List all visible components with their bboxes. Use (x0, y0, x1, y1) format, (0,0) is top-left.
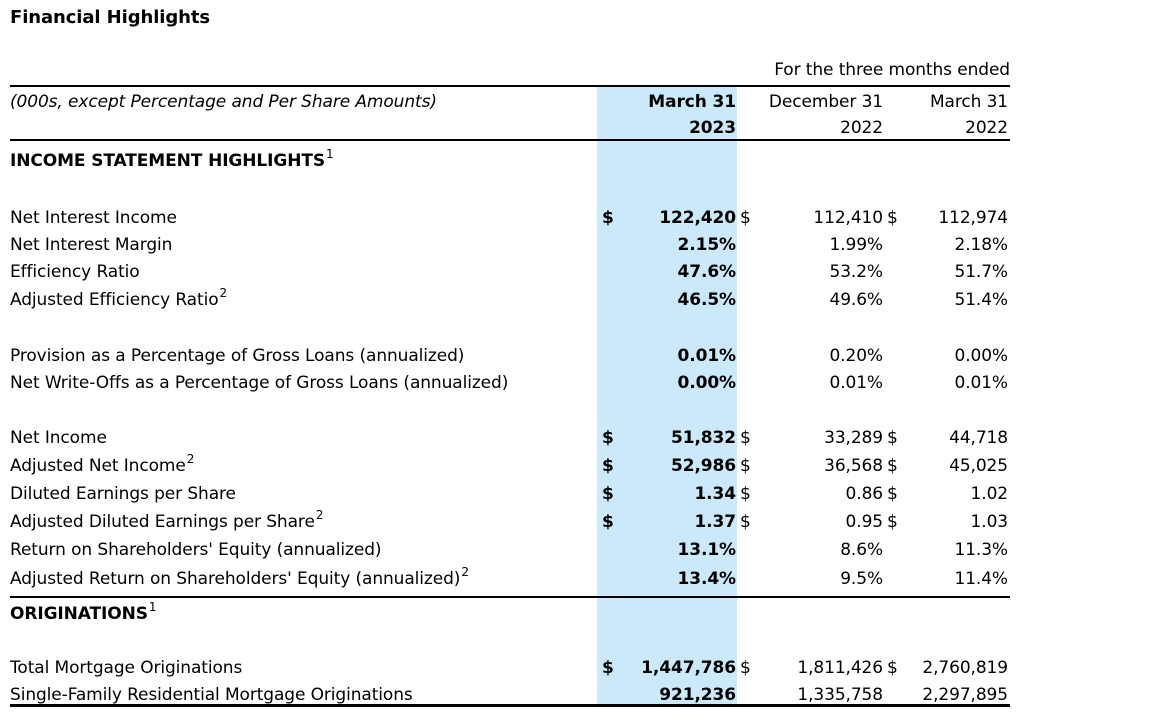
unit-note: (000s, except Percentage and Per Share Amounts) (10, 92, 437, 112)
cell-value: 53.2% (829, 261, 883, 282)
row-label: Net Income (10, 427, 107, 448)
cell-value: 33,289 (824, 427, 883, 448)
currency-symbol: $ (740, 207, 751, 228)
cell-value: 0.01% (677, 345, 736, 366)
column-header-month-prior-quarter: December 31 (768, 92, 883, 112)
table-header-row-years (10, 115, 1010, 140)
currency-symbol: $ (602, 427, 614, 448)
table-row-total-mortgage-originations (10, 654, 1010, 681)
section-header-income-statement: INCOME STATEMENT HIGHLIGHTS $^1$ (10, 147, 334, 171)
table-row-adjusted-return-on-equity (10, 565, 1010, 592)
footnote-superscript: 1 (325, 147, 334, 161)
row-label: Provision as a Percentage of Gross Loans (annualized) (10, 345, 465, 366)
cell-value: 51,832 (670, 427, 736, 448)
cell-value: 8.6% (840, 539, 883, 560)
row-label: Efficiency Ratio (10, 261, 140, 282)
cell-value: 36,568 (824, 455, 883, 476)
currency-symbol: $ (602, 455, 614, 476)
cell-value: 47.6% (677, 261, 736, 282)
row-label: Adjusted Net Income $^2$ (10, 452, 195, 476)
cell-value: 1,447,786 (641, 657, 736, 678)
table-row-adjusted-net-income (10, 452, 1010, 479)
cell-value: 46.5% (677, 289, 736, 310)
table-rule-bottom (10, 704, 1010, 707)
table-row-adjusted-diluted-eps (10, 508, 1010, 535)
currency-symbol: $ (887, 427, 898, 448)
cell-value: 1.02 (970, 483, 1008, 504)
period-header: For the three months ended (774, 60, 1010, 80)
currency-symbol: $ (887, 657, 898, 678)
table-header-row-months (10, 89, 1010, 115)
cell-value: 2,760,819 (922, 657, 1008, 678)
table-row-net-interest-margin (10, 231, 1010, 258)
table-row-efficiency-ratio (10, 258, 1010, 285)
row-label: Return on Shareholders' Equity (annualized) (10, 539, 382, 560)
table-row-provision-pct-gross-loans (10, 342, 1010, 369)
currency-symbol: $ (602, 207, 614, 228)
row-label: Net Write-Offs as a Percentage of Gross Loans (annualized) (10, 372, 509, 393)
currency-symbol: $ (740, 657, 751, 678)
cell-value: 52,986 (670, 455, 736, 476)
cell-value: 51.4% (954, 289, 1008, 310)
row-label: Adjusted Return on Shareholders' Equity (annualized) $^2$ (10, 565, 469, 589)
cell-value: 11.4% (954, 568, 1008, 589)
cell-value: 2,297,895 (922, 684, 1008, 705)
cell-value: 122,420 (659, 207, 736, 228)
row-label: Adjusted Diluted Earnings per Share $^2$ (10, 508, 324, 532)
table-row-return-on-equity (10, 536, 1010, 563)
currency-symbol: $ (740, 511, 751, 532)
currency-symbol: $ (602, 511, 614, 532)
footnote-superscript: 2 (219, 286, 228, 300)
table-rule-section-divider (10, 596, 1010, 598)
currency-symbol: $ (740, 483, 751, 504)
cell-value: 0.01% (954, 372, 1008, 393)
currency-symbol: $ (887, 455, 898, 476)
currency-symbol: $ (887, 483, 898, 504)
cell-value: 1,335,758 (797, 684, 883, 705)
cell-value: 13.1% (677, 539, 736, 560)
footnote-superscript: 2 (315, 508, 324, 522)
row-label: Net Interest Income (10, 207, 177, 228)
currency-symbol: $ (887, 207, 898, 228)
table-rule-header-bottom (10, 139, 1010, 141)
table-row-net-write-offs-pct-gross-loans (10, 369, 1010, 396)
cell-value: 1.37 (694, 511, 736, 532)
row-label: Net Interest Margin (10, 234, 173, 255)
cell-value: 0.00% (677, 372, 736, 393)
cell-value: 0.20% (829, 345, 883, 366)
cell-value: 1.03 (970, 511, 1008, 532)
cell-value: 0.95 (845, 511, 883, 532)
cell-value: 11.3% (954, 539, 1008, 560)
cell-value: 49.6% (829, 289, 883, 310)
footnote-superscript: 2 (461, 565, 469, 579)
cell-value: 0.01% (829, 372, 883, 393)
cell-value: 1.34 (694, 483, 736, 504)
footnote-superscript: 1 (148, 600, 157, 614)
column-header-year-current: 2023 (689, 117, 736, 138)
row-label: Total Mortgage Originations (10, 657, 243, 678)
currency-symbol: $ (740, 427, 751, 448)
table-row-net-income (10, 424, 1010, 451)
page-title: Financial Highlights (10, 7, 210, 28)
column-header-month-current: March 31 (648, 92, 736, 112)
table-row-diluted-eps (10, 480, 1010, 507)
table-rule-top (10, 85, 1010, 87)
cell-value: 1,811,426 (797, 657, 883, 678)
column-header-year-prior-year: 2022 (965, 117, 1008, 138)
cell-value: 921,236 (659, 684, 736, 705)
row-label: Adjusted Efficiency Ratio $^2$ (10, 286, 228, 310)
cell-value: 2.18% (954, 234, 1008, 255)
cell-value: 112,974 (938, 207, 1008, 228)
cell-value: 9.5% (840, 568, 883, 589)
footnote-superscript: 2 (186, 452, 195, 466)
currency-symbol: $ (740, 455, 751, 476)
section-header-originations: ORIGINATIONS $^1$ (10, 600, 157, 624)
currency-symbol: $ (602, 657, 614, 678)
cell-value: 44,718 (949, 427, 1008, 448)
currency-symbol: $ (887, 511, 898, 532)
cell-value: 45,025 (949, 455, 1008, 476)
cell-value: 112,410 (813, 207, 883, 228)
currency-symbol: $ (602, 483, 614, 504)
cell-value: 1.99% (829, 234, 883, 255)
row-label: Diluted Earnings per Share (10, 483, 236, 504)
column-header-month-prior-year: March 31 (929, 92, 1008, 112)
table-row-adjusted-efficiency-ratio (10, 286, 1010, 313)
cell-value: 0.00% (954, 345, 1008, 366)
column-header-year-prior-quarter: 2022 (840, 117, 883, 138)
cell-value: 51.7% (954, 261, 1008, 282)
row-label: Single-Family Residential Mortgage Originations (10, 684, 413, 705)
cell-value: 13.4% (677, 568, 736, 589)
table-row-net-interest-income (10, 204, 1010, 231)
cell-value: 0.86 (845, 483, 883, 504)
cell-value: 2.15% (677, 234, 736, 255)
